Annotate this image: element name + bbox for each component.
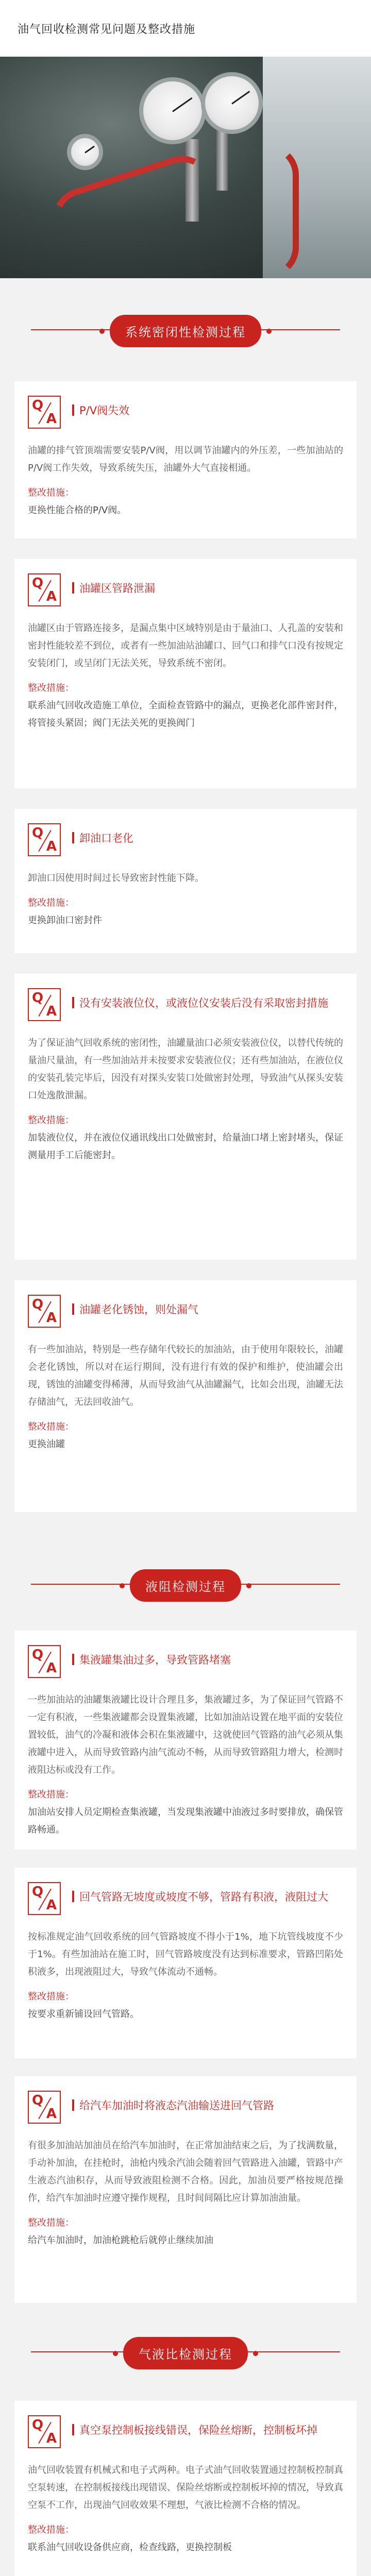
section-header — [0, 1556, 371, 1613]
qa-header — [28, 2091, 343, 2124]
qa-card — [14, 974, 357, 1260]
hose-graphic — [185, 144, 299, 278]
fix-label: 整改措施： — [28, 2217, 74, 2228]
qa-body: 卸油口因使用时间过长导致密封性能下降。 — [28, 873, 204, 884]
qa-header — [28, 1882, 343, 1915]
pressure-gauge-icon — [67, 134, 103, 170]
pressure-gauge-icon — [201, 72, 263, 134]
qa-icon: Q A — [28, 396, 61, 429]
fix-label: 整改措施： — [28, 1421, 74, 1432]
section-title: 系统密闭性检测过程 — [110, 315, 261, 347]
qa-title: 没有安装液位仪，或液位仪安装后没有采取密封措施 — [72, 988, 343, 1012]
qa-body: 为了保证油气回收系统的密闭性，油罐量油口必须安装液位仪，以替代传统的量油尺量油，有一些加油站并未按要求安装液位仪；还有些加油站，在液位仪的安装孔装完毕后，因没有对探头安装口处做密封处理，导致油气从探头安装口处逸散泄漏。 — [28, 1038, 343, 1101]
qa-header — [28, 1645, 343, 1678]
hero-photo — [0, 57, 371, 278]
qa-title: 给汽车加油时将液态汽油输送进回气管路 — [72, 2091, 343, 2114]
qa-card — [14, 2076, 357, 2303]
fix-label: 整改措施： — [28, 2524, 74, 2535]
fix-label: 整改措施： — [28, 897, 74, 908]
qa-card — [14, 2401, 357, 2576]
qa-icon: Q A — [28, 1882, 61, 1915]
qa-card — [14, 559, 357, 788]
qa-header — [28, 2415, 343, 2448]
qa-title: 集液罐集油过多，导致管路堵塞 — [72, 1645, 343, 1669]
qa-body: 油气回收装置有机械式和电子式两种。电子式油气回收装置通过控制板控制真空泵转速，在控制板接线出现错误、保险丝熔断或控制板坏掉的情况，导致真空泵不工作，出现油气回收效果不理想，气液比检测不合格的情况。 — [28, 2465, 343, 2511]
qa-icon: Q A — [28, 573, 61, 606]
qa-card — [14, 381, 357, 538]
fix-label: 整改措施： — [28, 487, 74, 498]
qa-body: 一些加油站的油罐集液罐比设计合理且多，集液罐过多，为了保证回气管路不一定有积液，一些集液罐都会设置集液罐，比如加油站设置在地平面的安装位置较低，油气的冷凝和液体会积在集液罐中，这就使回气管路的油气必须从集液罐中进入，从而导致管路内油气流动不畅，从而导致管路阻力增大，检测时液阻达标或没有工作。 — [28, 1694, 343, 1775]
pressure-gauge-icon — [139, 77, 206, 144]
qa-header — [28, 396, 343, 429]
qa-title: 油罐区管路泄漏 — [72, 573, 343, 597]
qa-card — [14, 1868, 357, 2058]
qa-header — [28, 1295, 343, 1328]
page-title: 油气回收检测常见问题及整改措施 — [18, 23, 196, 36]
qa-icon: Q A — [28, 823, 61, 856]
section-title: 液阻检测过程 — [130, 1569, 241, 1602]
qa-card — [14, 809, 357, 953]
qa-header — [28, 573, 343, 606]
qa-title: P/V阀失效 — [72, 396, 343, 419]
qa-title: 卸油口老化 — [72, 823, 343, 847]
qa-card — [14, 1631, 357, 1850]
header-bar — [0, 0, 371, 57]
fix-text: 联系油气回收设备供应商，检查线路，更换控制板 — [28, 2542, 232, 2553]
qa-body: 油罐的排气管顶端需要安装P/V阀，用以调节油罐内的外压差，一些加油站的P/V阀工作失效，导致系统失压，油罐外大气直接相通。 — [28, 445, 343, 473]
fix-text: 加油站安排人员定期检查集液罐，当发现集液罐中油液过多时要排放，确保管路畅通。 — [28, 1807, 343, 1835]
fix-text: 按要求重新铺设回气管路。 — [28, 2009, 139, 2020]
qa-body: 按标准规定油气回收系统的回气管路坡度不得小于1%，地下坑管线坡度不少于1%。有些加油站在施工时，回气管路坡度没有达到标准要求，管路凹陷处积液多，出现液阻过大，导致气体流动不通畅。 — [28, 1931, 343, 1977]
section-header — [0, 2324, 371, 2380]
qa-icon: Q A — [28, 2091, 61, 2124]
qa-body: 油罐区由于管路连接多，是漏点集中区域特别是由于量油口、人孔盖的安装和密封性能较差不到位，或者有一些加油站油罐口、回气口和排气口没有按规定安装闭门，或呈闭门无法关死，导致系统不密闭。 — [28, 623, 343, 669]
fix-text: 更换卸油口密封件 — [28, 915, 102, 926]
qa-title: 真空泵控制板接线错误，保险丝熔断，控制板坏掉 — [72, 2415, 343, 2439]
qa-body: 有很多加油站加油员在给汽车加油时，在正常加油结束之后，为了找满数量，手动补加油，在挂枪时，油枪内残余汽油会随着回气管路进入油罐，管路中产生液态汽油积存，从而导致液阻检测不合格。因此，加油员要严格按规范操作，给汽车加油时应遵守操作规程，且时间间隔比应计算加油油量。 — [28, 2140, 343, 2204]
qa-title: 油罐老化锈蚀，则处漏气 — [72, 1295, 343, 1318]
section-title: 气液比检测过程 — [123, 2337, 248, 2369]
fix-text: 加装液位仪，并在液位仪通讯线出口处做密封，给量油口堵上密封堵头，保证测量用手工后能密封。 — [28, 1132, 343, 1161]
qa-icon: Q A — [28, 2415, 61, 2448]
qa-icon: Q A — [28, 1645, 61, 1678]
qa-icon: Q A — [28, 988, 61, 1021]
qa-header — [28, 823, 343, 856]
section-header — [0, 301, 371, 358]
qa-body: 有一些加油站，特别是一些存储年代较长的加油站，由于使用年限较长，油罐会老化锈蚀，所以对在运行期间，没有进行有效的保护和维护，使油罐会出现，锈蚀的油罐变得稀薄，从而导致油气从油罐漏气，比如会出现，油罐无法存储油气，无法回收油气。 — [28, 1344, 343, 1408]
qa-header — [28, 988, 343, 1021]
fix-label: 整改措施： — [28, 1789, 74, 1800]
fix-text: 联系油气回收改造施工单位，全面检查管路中的漏点，更换老化部件密封件，将管接头紧固；阀门无法关死的更换阀门 — [28, 700, 343, 728]
fix-label: 整改措施： — [28, 1991, 74, 2002]
fix-text: 给汽车加油时，加油枪跳枪后就停止继续加油 — [28, 2235, 213, 2246]
fix-label: 整改措施： — [28, 683, 74, 693]
fix-text: 更换性能合格的P/V阀。 — [28, 505, 127, 516]
qa-card — [14, 1280, 357, 1512]
qa-icon: Q A — [28, 1295, 61, 1328]
fix-text: 更换油罐 — [28, 1439, 65, 1450]
qa-title: 回气管路无坡度或坡度不够，管路有积液，液阻过大 — [72, 1882, 343, 1906]
fix-label: 整改措施： — [28, 1115, 74, 1126]
